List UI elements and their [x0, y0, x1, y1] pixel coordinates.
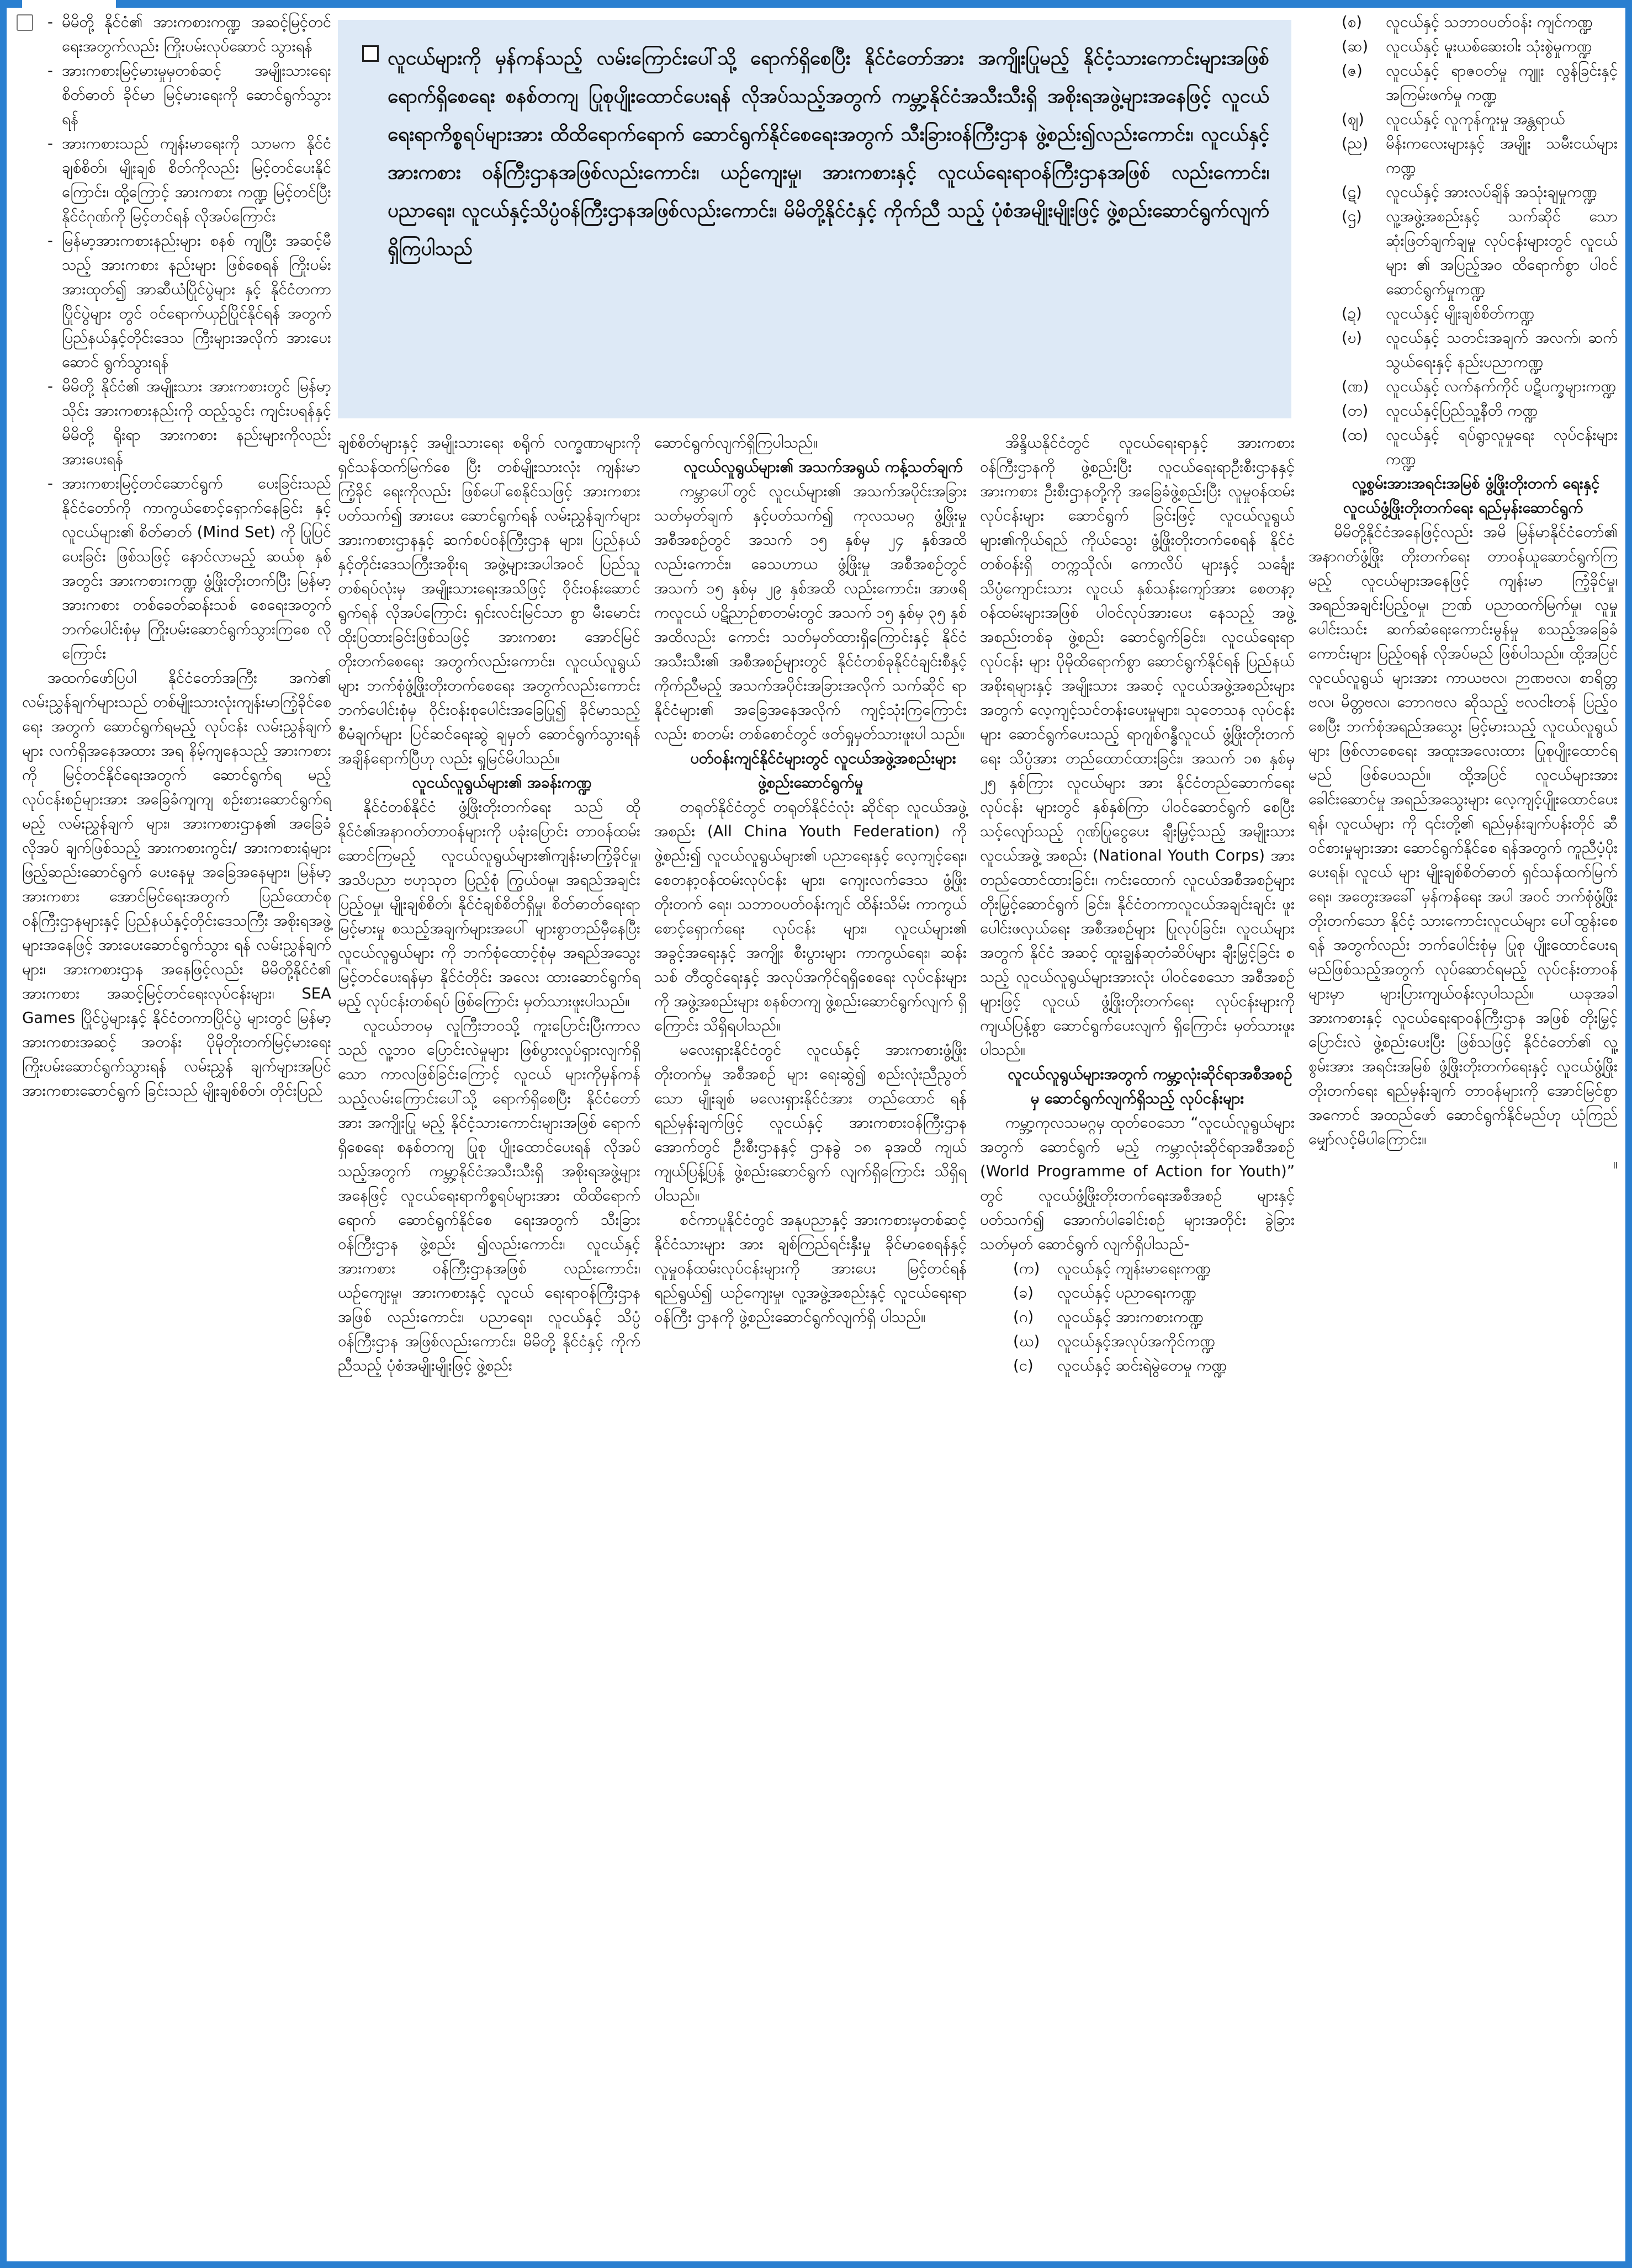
list-text: လူငယ်နှင့် လူကုန်ကူးမှု အန္တရာယ်: [1386, 110, 1565, 128]
list-item: - မိမိတို့ နိုင်ငံ၏ အားကစားကဏ္ဍ အဆင့်မြင့်တင်ရေးအတွက်လည်း ကြိုးပမ်းလုပ်ဆောင် သွားရန်: [22, 10, 331, 59]
list-text: လူ့အဖွဲ့အစည်းနှင့် သက်ဆိုင် သော ဆုံးဖြတ်ချက်ချမှု လုပ်ငန်းများတွင် လူငယ်များ ၏ အပြည့်အဝ ထိရောက်စွာ ပါဝင်ဆောင်ရွက်မှုကဏ္ဍ: [1386, 208, 1618, 298]
list-marker: (တ): [1342, 402, 1369, 419]
list-item: - အားကစားမြင့်တင်ဆောင်ရွက် ပေးခြင်းသည် နိုင်ငံတော်ကို ကာကွယ်စောင့်ရှောက်နေခြင်း နှင့် လူငယ်များ၏ စိတ်ဓာတ် (Mind Set) ကို ပြုပြင်ပေးခြင်း ဖြစ်သဖြင့် နောင်လာမည့် ဆယ်စု နှစ်အတွင်း အားကစားကဏ္ဍ ဖွံ့ဖြိုးတိုးတက်ပြီး မြန်မာ့ အားကစား တစ်ခေတ်ဆန်းသစ် စေရေးအတွက် ဘက်ပေါင်းစုံမှ ကြိုးပမ်းဆောင်ရွက်သွားကြစေ လိုကြောင်း: [22, 471, 331, 666]
list-item: [980, 1353, 1295, 1378]
body-paragraph: အိန္ဒိယနိုင်ငံတွင် လူငယ်ရေးရာနှင့် အားကစားဝန်ကြီးဌာနကို ဖွဲ့စည်းပြီး လူငယ်ရေးရာဦးစီးဌာနနှင့် အားကစား ဦးစီးဌာနတို့ကို အခြေခံဖွဲ့စည်းပြီး လူမှုဝန်ထမ်းလုပ်ငန်းများ ဆောင်ရွက် ခြင်းဖြင့် လူငယ်လူရွယ်များ၏ကိုယ်ရည် ကိုယ်သွေး ဖွံ့ဖြိုးတိုးတက်စေရန် နိုင်ငံတစ်ဝန်းရှိ တက္ကသိုလ်၊ ကောလိပ် များနှင့် သင်္ချေးသိပ္ပံကျောင်းသား လူငယ် နှစ်သန်းကျော်အား စေတနာ့ ဝန်ထမ်းများအဖြစ် ပါဝင်လုပ်အားပေး နေသည့် အဖွဲ့အစည်းတစ်ခု ဖွဲ့စည်း ဆောင်ရွက်ခြင်း၊ လူငယ်ရေးရာလုပ်ငန်း များ ပိုမိုထိရောက်စွာ ဆောင်ရွက်နိုင်ရန် ပြည်နယ်အစိုးရများနှင့် အမျိုးသား အဆင့် လူငယ်အဖွဲ့အစည်းများအတွက် လေ့ကျင့်သင်တန်းပေးမှုများ၊ သုတေသန လုပ်ငန်းများ ဆောင်ရွက်ပေးသည့် ရာဂျစ်ဂန္ဓီလူငယ် ဖွံ့ဖြိုးတိုးတက်ရေး သိပ္ပံအား တည်ထောင်ထားခြင်း၊ အသက် ၁၈ နှစ်မှ ၂၅ နှစ်ကြား လူငယ်များ အား နိုင်ငံတည်ဆောက်ရေးလုပ်ငန်း များတွင် နှစ်နှစ်ကြာ ပါဝင်ဆောင်ရွက် စေပြီး သင့်လျော်သည့် ဂုဏ်ပြုငွေပေး ချီးမြှင့်သည့် အမျိုးသားလူငယ်အဖွဲ့ အစည်း (National Youth Corps) အား တည်ထောင်ထားခြင်း၊ ကင်းထောက် လူငယ်အစီအစဉ်များ တိုးမြှင့်ဆောင်ရွက် ခြင်း၊ နိုင်ငံတကာလူငယ်အချင်းချင်း ဖူးပေါင်းဖလှယ်ရေး အစီအစဉ်များ ပြုလုပ်ခြင်း၊ လူငယ်များအတွက် နိုင်ငံ အဆင့် ထူးချွန်ဆုတံဆိပ်များ ချီးမြှင့်ခြင်း စသည့် လူငယ်လူရွယ်များအားလုံး ပါဝင်စေသော အစီအစဉ်များဖြင့် လူငယ် ဖွံ့ဖြိုးတိုးတက်ရေး လုပ်ငန်းများကို ကျယ်ပြန့်စွာ ဆောင်ရွက်ပေးလျက် ရှိကြောင်း မှတ်သားဖူးပါသည်။: [980, 434, 1295, 1059]
section-heading: လူငယ်လူရွယ်များအတွက် ကမ္ဘာ့လုံးဆိုင်ရာအစီအစဉ်မှ ဆောင်ရွက်လျက်ရှိသည့် လုပ်ငန်းများ: [1008, 1065, 1292, 1107]
section-heading: လူ့စွမ်းအားအရင်းအမြစ် ဖွံ့ဖြိုးတိုးတက် ရေးနှင့် လူငယ်ဖွံ့ဖြိုးတိုးတက်ရေး ရည်မှန်းဆောင်ရွက်: [1343, 475, 1600, 517]
column-5: [1308, 10, 1618, 2256]
body-paragraph: ချစ်စိတ်များနှင့် အမျိုးသားရေး စရိုက် လက္ခဏာများကို ရှင်သန်ထက်မြက်စေ ပြီး တစ်မျိုးသားလုံး ကျန်းမာကြံ့ခိုင် ရေးကိုလည်း ဖြစ်ပေါ်စေနိုင်သဖြင့် အားကစား ပတ်သက်၍ အားပေး ဆောင်ရွက်ရန် လမ်းညွှန်ချက်များ အားကစားဌာနနှင့် ဆက်စပ်ဝန်ကြီးဌာန များ၊ ပြည်နယ်နှင့်တိုင်းဒေသကြီးအစိုးရ အဖွဲ့များအပါအဝင် ပြည်သူတစ်ရပ်လုံးမှ အမျိုးသားရေးအသိဖြင့် ဝိုင်းဝန်းဆောင် ရွက်ရန် လိုအပ်ကြောင်း ရှင်းလင်းမြင်သာ စွာ မီးမောင်းထိုးပြထားခြင်းဖြစ်သဖြင့် အားကစား အောင်မြင်တိုးတက်စေရေး အတွက်လည်းကောင်း၊ လူငယ်လူရွယ် များ ဘက်စုံဖွံ့ဖြိုးတိုးတက်စေရေး အတွက်လည်းကောင်း ဘက်ပေါင်းစုံမှ ဝိုင်းဝန်းစုပေါင်းအခြေပြု၍ ခိုင်မာသည့် စီမံချက်များ ပြင်ဆင်ရေးဆွဲ ချမှတ် ဆောင်ရွက်သွားရန် အချိန်ရောက်ပြီဟု လည်း ရှုမြင်မိပါသည်။: [338, 434, 640, 767]
list-item: [1308, 107, 1618, 131]
checkbox-bullet-icon: [362, 45, 379, 62]
column-4: [980, 431, 1295, 2258]
list-item: [980, 1256, 1295, 1281]
section-heading: လူငယ်လူရွယ်များ၏ အခန်းကဏ္ဍ: [412, 774, 592, 792]
list-marker: (ဌ): [1342, 208, 1362, 225]
column-3: [654, 431, 967, 2258]
list-text: လူငယ်နှင့် သဘာဝပတ်ဝန်း ကျင်ကဏ္ဍ: [1386, 13, 1593, 31]
body-paragraph: မိမိတို့နိုင်ငံအနေဖြင့်လည်း အမိ မြန်မာနိုင်ငံတော်၏ အနာဂတ်ဖွံ့ဖြိုး တိုးတက်ရေး တာဝန်ယူဆောင်ရွက်ကြ မည့် လူငယ်များအနေဖြင့် ကျန်းမာ ကြံ့ခိုင်မှု၊ အရည်အချင်းပြည့်ဝမှု၊ ဉာဏ် ပညာထက်မြက်မှု၊ လူမှုပေါင်းသင်း ဆက်ဆံရေးကောင်းမွန်မှု စသည့်အခြေခံ ကောင်းများ ပြည့်ဝရန် လိုအပ်မည် ဖြစ်ပါသည်။ ထို့အပြင် လူငယ်လူရွယ် များအား ကာယဗလ၊ ဉာဏဗလ၊ စာရိတ္တဗလ၊ မိတ္တဗလ၊ ဘောဂဗလ ဆိုသည့် ဗလငါးတန် ပြည့်ဝစေပြီး ဘက်စုံအရည်အသွေး မြင့်မားသည့် လူငယ်လူရွယ်များ ဖြစ်လာစေရေး အထူးအလေးထား ပြုစုပျိုးထောင်ရမည် ဖြစ်ပေသည်။ ထို့အပြင် လူငယ်များအား ခေါင်းဆောင်မှု အရည်အသွေးများ လေ့ကျင့်ပျိုးထောင်ပေးရန်၊ လူငယ်များ ကို ၎င်းတို့၏ ရည်မှန်းချက်ပန်းတိုင် ဆီ ဝင်စားမှုများအား ဆောင်ရွက်နိုင်စေ ရန်အတွက် ကူညီပံ့ပိုးပေးရန်၊ လူငယ် များ မျိုးချစ်စိတ်ဓာတ် ရှင်သန်ထက်မြက် ရေး၊ အတွေးအခေါ် မှန်ကန်ရေး အပါ အဝင် ဘက်စုံဖွံ့ဖြိုးတိုးတက်သော နိုင်ငံ့ သားကောင်းလူငယ်များ ပေါ်ထွန်းစေရန် အတွက်လည်း ဘက်ပေါင်းစုံမှ ပြုစု ပျိုးထောင်ပေးရမည်ဖြစ်သည့်အတွက် လုပ်ဆောင်ရမည့် လုပ်ငန်းတာဝန်များမှာ များပြားကျယ်ဝန်းလှပါသည်။ ယခုအခါ အားကစားနှင့် လူငယ်ရေးရာဝန်ကြီးဌာန အဖြစ် တိုးမြှင့်ပြောင်းလဲ ဖွဲ့စည်းပေးပြီး ဖြစ်သဖြင့် နိုင်ငံတော်၏ လူ့စွမ်းအား အရင်းအမြစ် ဖွံ့ဖြိုးတိုးတက်ရေးနှင့် လူငယ်ဖွံ့ဖြိုးတိုးတက်ရေး ရည်မှန်းချက် တာဝန်များကို အောင်မြင်စွာ အကောင် အထည်ဖော် ဆောင်ရွက်နိုင်မည်ဟု ယုံကြည်မျှော်လင့်မိပါကြောင်း။: [1308, 523, 1618, 1148]
list-text: လူငယ်နှင့် ရာဇဝတ်မှု ကျူး လွန်ခြင်းနှင့် အကြမ်းဖက်မှု ကဏ္ဍ: [1386, 62, 1618, 104]
list-item: [1308, 204, 1618, 301]
list-item: [1308, 399, 1618, 423]
list-text: လူငယ်နှင့် သတင်းအချက် အလက်၊ ဆက်သွယ်ရေးနှင့် နည်းပညာကဏ္ဍ: [1386, 329, 1618, 371]
list-text: လူငယ်နှင့် လက်နက်ကိုင် ပဋိပက္ခများကဏ္ဍ: [1386, 378, 1617, 395]
list-marker: (ဈ): [1342, 110, 1364, 128]
body-paragraph: စင်ကာပူနိုင်ငံတွင် အနုပညာနှင့် အားကစားမှတစ်ဆင့် နိုင်ငံသားများ အား ချစ်ကြည်ရင်းနှီးမှု ခိုင်မာစေရန်နှင့် လူမှုဝန်ထမ်းလုပ်ငန်းများကို အားပေး မြင့်တင်ရန် ရည်ရွယ်၍ ယဉ်ကျေးမှု၊ လူ့အဖွဲ့အစည်းနှင့် လူငယ်ရေးရာဝန်ကြီး ဌာနကို ဖွဲ့စည်းဆောင်ရွက်လျက်ရှိ ပါသည်။: [654, 1211, 967, 1326]
list-item: [1308, 10, 1618, 34]
body-paragraph: နိုင်ငံတစ်နိုင်ငံ ဖွံ့ဖြိုးတိုးတက်ရေး သည် ထိုနိုင်ငံ၏အနာဂတ်တာဝန်များကို ပခုံးပြောင်း တာဝန်ထမ်းဆောင်ကြမည့် လူငယ်လူရွယ်များ၏ကျန်းမာကြံ့ခိုင်မှု၊ အသိပညာ ဗဟုသုတ ပြည့်စုံ ကြွယ်ဝမှု၊ အရည်အချင်းပြည့်ဝမှု၊ မျိုးချစ်စိတ်၊ နိုင်ငံချစ်စိတ်ရှိမှု၊ စိတ်ဓာတ်ရေးရာ မြင့်မားမှု စသည့်အချက်များအပေါ် များစွာတည်မှီနေပြီး လူငယ်လူရွယ်များ ကို ဘက်စုံထောင့်စုံမှ အရည်အသွေး မြင့်တင်ပေးရန်မှာ နိုင်ငံတိုင်း အလေး ထားဆောင်ရွက်ရမည့် လုပ်ငန်းတစ်ရပ် ဖြစ်ကြောင်း မှတ်သားဖူးပါသည်။: [338, 798, 640, 1010]
list-text: လူငယ်နှင့် အားလပ်ချိန် အသုံးချမှုကဏ္ဍ: [1386, 183, 1597, 201]
numbered-list: [980, 1256, 1295, 1378]
list-marker: (ဎ): [1342, 329, 1362, 347]
list-item: [980, 1329, 1295, 1353]
top-border: [0, 0, 1632, 8]
list-item: [1308, 326, 1618, 374]
list-text: လူငယ်နှင့်အလုပ်အကိုင်ကဏ္ဍ: [1057, 1332, 1215, 1350]
list-item: [1308, 374, 1618, 399]
list-marker: (ဏ): [1342, 378, 1369, 395]
list-item: - အားကစားမြင့်မားမှုမှတစ်ဆင့် အမျိုးသားရေးစိတ်ဓာတ် ခိုင်မာ မြင့်မားရေးကို ဆောင်ရွက်သွား ရန်: [22, 59, 331, 131]
list-text: လူငယ်နှင့် ပညာရေးကဏ္ဍ: [1057, 1284, 1196, 1302]
bullet-list: [22, 10, 331, 666]
end-mark: ။: [1613, 1155, 1618, 1172]
body-paragraph: ကမ္ဘာပေါ်တွင် လူငယ်များ၏ အသက်အပိုင်းအခြား သတ်မှတ်ချက် နှင့်ပတ်သက်၍ ကုလသမဂ္ဂ ဖွံ့ဖြိုးမှု အစီအစဉ်တွင် အသက် ၁၅ နှစ်မှ ၂၄ နှစ်အထိလည်းကောင်း၊ ခေသဟာယ ဖွံ့ဖြိုးမှု အစီအစဉ်တွင် အသက် ၁၅ နှစ်မှ ၂၉ နှစ်အထိ လည်းကောင်း၊ အာဖရိကလူငယ် ပဋိညာဉ်စာတမ်းတွင် အသက် ၁၅ နှစ်မှ ၃၅ နှစ်အထိလည်း ကောင်း သတ်မှတ်ထားရှိကြောင်းနှင့် နိုင်ငံအသီးသီး၏ အစီအစဉ်များတွင် နိုင်ငံတစ်ခုနိုင်ငံချင်းစီနှင့် ကိုက်ညီမည့် အသက်အပိုင်းအခြားအလိုက် သက်ဆိုင် ရာ နိုင်ငံများ၏ အခြေအနေအလိုက် ကျင့်သုံးကြကြောင်းလည်း စာတမ်း တစ်စောင်တွင် ဖတ်ရှုမှတ်သားဖူးပါ သည်။: [654, 482, 967, 743]
body-paragraph: အထက်ဖော်ပြပါ နိုင်ငံတော်အကြီး အကဲ၏ လမ်းညွှန်ချက်များသည် တစ်မျိုးသားလုံးကျန်းမာကြံ့ခိုင်စေရေး အတွက် ဆောင်ရွက်ရမည့် လုပ်ငန်း လမ်းညွှန်ချက်များ လက်ရှိအနေအထား အရ နိမ့်ကျနေသည့် အားကစားကို မြင့်တင်နိုင်ရေးအတွက် ဆောင်ရွက်ရ မည့် လုပ်ငန်းစဉ်များအား အခြေခံကျကျ စဉ်းစားဆောင်ရွက်ရမည့် လမ်းညွှန်ချက် များ၊ အားကစားဌာန၏ အခြေခံလိုအပ် ချက်ဖြစ်သည့် အားကစားကွင်း/ အားကစားရုံများ ဖြည့်ဆည်းဆောင်ရွက် ပေးနေမှု အခြေအနေများ၊ မြန်မာ့ အားကစား အောင်မြင်ရေးအတွက် ပြည်ထောင်စု ဝန်ကြီးဌာနများနှင့် ပြည်နယ်နှင့်တိုင်းဒေသကြီး အစိုးရအဖွဲ့ များအနေဖြင့် အားပေးဆောင်ရွက်သွား ရန် လမ်းညွှန်ချက်များ၊ အားကစားဌာန အနေဖြင့်လည်း မိမိတို့နိုင်ငံ၏ အားကစား အဆင့်မြင့်တင်ရေးလုပ်ငန်းများ၊ SEA Games ပြိုင်ပွဲများနှင့် နိုင်ငံတကာပြိုင်ပွဲ များတွင် မြန်မာ့အားကစားအဆင့် အတန်း ပိုမိုတိုးတက်မြင့်မားရေး ကြိုးပမ်းဆောင်ရွက်သွားရန် လမ်းညွှန် ချက်များအပြင် အားကစားဆောင်ရွက် ခြင်းသည် မျိုးချစ်စိတ်၊ တိုင်းပြည်: [22, 669, 331, 1100]
list-marker: (ဇ): [1342, 62, 1363, 79]
numbered-list: [1308, 10, 1618, 471]
list-text: မိန်းကလေးများနှင့် အမျိုး သမီးငယ်များကဏ္ဍ: [1386, 135, 1618, 177]
list-item: - အားကစားသည် ကျန်းမာရေးကို သာမက နိုင်ငံချစ်စိတ်၊ မျိုးချစ် စိတ်ကိုလည်း မြင့်တင်ပေးနိုင် ကြောင်း၊ ထို့ကြောင့် အားကစား ကဏ္ဍ မြင့်တင်ပြီး နိုင်ငံဂုဏ်ကို မြင့်တင်ရန် လိုအပ်ကြောင်း: [22, 131, 331, 229]
callout-text: လူငယ်များကို မှန်ကန်သည့် လမ်းကြောင်းပေါ်သို့ ရောက်ရှိစေပြီး နိုင်ငံတော်အား အကျိုးပြုမည့် နိုင်ငံ့သားကောင်းများအဖြစ် ရောက်ရှိစေရေး စနစ်တကျ ပြုစုပျိုးထောင်ပေးရန် လိုအပ်သည့်အတွက် ကမ္ဘာ့နိုင်ငံအသီးသီးရှိ အစိုးရအဖွဲ့များအနေဖြင့် လူငယ်ရေးရာကိစ္စရပ်များအား ထိထိရောက်ရောက် ဆောင်ရွက်နိုင်စေရေးအတွက် သီးခြားဝန်ကြီးဌာန ဖွဲ့စည်း၍လည်းကောင်း၊ လူငယ်နှင့်အားကစား ဝန်ကြီးဌာနအဖြစ်လည်းကောင်း၊ ယဉ်ကျေးမှု၊ အားကစားနှင့် လူငယ်ရေးရာဝန်ကြီးဌာနအဖြစ် လည်းကောင်း၊ ပညာရေး၊ လူငယ်နှင့်သိပ္ပံဝန်ကြီးဌာနအဖြစ်လည်းကောင်း၊ မိမိတို့နိုင်ငံနှင့် ကိုက်ညီ သည့် ပုံစံအမျိုးမျိုးဖြင့် ဖွဲ့စည်းဆောင်ရွက်လျက်ရှိကြပါသည်: [388, 47, 1269, 260]
list-text: လူငယ်နှင့်ပြည်သူ့နီတိ ကဏ္ဍ: [1386, 402, 1538, 419]
list-text: လူငယ်နှင့် မျိုးချစ်စိတ်ကဏ္ဍ: [1386, 305, 1535, 322]
list-marker: (ဃ): [1013, 1332, 1040, 1350]
list-item: - မိမိတို့ နိုင်ငံ၏ အမျိုးသား အားကစားတွင် မြန်မာ့သိုင်း အားကစားနည်းကို ထည့်သွင်း ကျင်းပရန်နှင့် မိမိတို့ ရိုးရာ အားကစား နည်းများကိုလည်း အားပေးရန်: [22, 374, 331, 471]
list-marker: (င): [1013, 1357, 1034, 1374]
section-heading: ပတ်ဝန်းကျင်နိုင်ငံများတွင် လူငယ်အဖွဲ့အစည်းများ ဖွဲ့စည်းဆောင်ရွက်မှု: [690, 750, 956, 792]
list-item: [980, 1305, 1295, 1329]
body-paragraph: ကမ္ဘာ့ကုလသမဂ္ဂမှ ထုတ်ဝေသော “လူငယ်လူရွယ်များအတွက် ဆောင်ရွက် မည့် ကမ္ဘာလုံးဆိုင်ရာအစီအစဉ် (World Programme of Action for Youth)” တွင် လူငယ်ဖွံ့ဖြိုးတိုးတက်ရေးအစီအစဉ် များနှင့် ပတ်သက်၍ အောက်ပါခေါင်းစဉ် များအတိုင်း ခွဲခြားသတ်မှတ် ဆောင်ရွက် လျက်ရှိပါသည်-: [980, 1114, 1295, 1253]
list-marker: (ဋ): [1342, 183, 1362, 201]
highlight-callout: [338, 20, 1291, 418]
list-marker: (ဂ): [1013, 1308, 1034, 1326]
list-item: [1308, 131, 1618, 180]
body-paragraph: တရုတ်နိုင်ငံတွင် တရုတ်နိုင်ငံလုံး ဆိုင်ရာ လူငယ်အဖွဲ့အစည်း (All China Youth Federation) ကို ဖွဲ့စည်း၍ လူငယ်လူရွယ်များ၏ ပညာရေးနှင့် လေ့ကျင့်ရေး၊ စေတနာ့ဝန်ထမ်းလုပ်ငန်း များ၊ ကျေးလက်ဒေသ ဖွံ့ဖြိုးတိုးတက် ရေး၊ သဘာဝပတ်ဝန်းကျင် ထိန်းသိမ်း ကာကွယ်စောင့်ရှောက်ရေး လုပ်ငန်း များ၊ လူငယ်များ၏ အခွင့်အရေးနှင့် အကျိုး စီးပွားများ ကာကွယ်ရေး၊ ဆန်းသစ် တီထွင်ရေးနှင့် အလုပ်အကိုင်ရရှိစေရေး လုပ်ငန်းများကို အဖွဲ့အစည်းများ စနစ်တကျ ဖွဲ့စည်းဆောင်ရွက်လျက် ရှိကြောင်း သိရှိရပါသည်။: [654, 798, 967, 1034]
list-marker: (စ): [1342, 13, 1362, 31]
list-marker: (ဍ): [1342, 305, 1362, 322]
list-item: - မြန်မာ့အားကစားနည်းများ စနစ် ကျပြီး အဆင့်မီသည့် အားကစား နည်းများ ဖြစ်စေရန် ကြိုးပမ်း အားထုတ်၍ အာဆီယံပြိုင်ပွဲများ နှင့် နိုင်ငံတကာပြိုင်ပွဲများ တွင် ဝင်ရောက်ယှဉ်ပြိုင်နိုင်ရန် အတွက် ပြည်နယ်နှင့်တိုင်းဒေသ ကြီးများအလိုက် အားပေးဆောင် ရွက်သွားရန်: [22, 229, 331, 374]
list-text: လူငယ်နှင့် ကျန်းမာရေးကဏ္ဍ: [1057, 1260, 1211, 1277]
body-paragraph: မလေးရှားနိုင်ငံတွင် လူငယ်နှင့် အားကစားဖွံ့ဖြိုးတိုးတက်မှု အစီအစဉ် များ ရေးဆွဲ၍ စည်းလုံးညီညွတ်သော မျိုးချစ် မလေးရှားနိုင်ငံအား တည်ထောင် ရန် ရည်မှန်းချက်ဖြင့် လူငယ်နှင့် အားကစားဝန်ကြီးဌာန အောက်တွင် ဦးစီးဌာနနှင့် ဌာနခွဲ ၁၈ ခုအထိ ကျယ်ကျယ်ပြန့်ပြန့် ဖွဲ့စည်းဆောင်ရွက် လျက်ရှိကြောင်း သိရှိရပါသည်။: [654, 1041, 967, 1204]
list-text: လူငယ်နှင့် ဆင်းရဲမွဲတေမှု ကဏ္ဍ: [1057, 1357, 1227, 1374]
list-marker: (ည): [1342, 135, 1369, 152]
right-border: [1625, 0, 1632, 2268]
list-marker: (က): [1013, 1260, 1040, 1277]
bottom-border: [0, 2261, 1632, 2268]
column-2: [338, 431, 640, 2258]
section-heading: လူငယ်လူရွယ်များ၏ အသက်အရွယ် ကန့်သတ်ချက်: [683, 458, 963, 476]
column-1: [22, 10, 331, 2256]
list-text: လူငယ်နှင့် ရပ်ရွာလူမှုရေး လုပ်ငန်းများကဏ္ဍ: [1386, 426, 1618, 468]
list-marker: (ဆ): [1342, 38, 1369, 55]
list-marker: (ထ): [1342, 426, 1369, 444]
list-item: [1308, 423, 1618, 471]
list-text: လူငယ်နှင့် အားကစားကဏ္ဍ: [1057, 1308, 1204, 1326]
left-border: [0, 0, 7, 2268]
list-marker: (ခ): [1013, 1284, 1034, 1302]
list-item: [1308, 34, 1618, 59]
body-paragraph: လူငယ်ဘဝမှ လူကြီးဘဝသို့ ကူးပြောင်းပြီးကာလသည် လူ့ဘဝ ပြောင်းလဲမှုများ ဖြစ်ပွားလှုပ်ရှားလျက်ရှိ သော ကာလဖြစ်ခြင်းကြောင့် လူငယ် များကိုမှန်ကန်သည့်လမ်းကြောင်းပေါ်သို့ ရောက်ရှိစေပြီး နိုင်ငံတော်အား အကျိုးပြု မည့် နိုင်ငံ့သားကောင်းများအဖြစ် ရောက်ရှိစေရေး စနစ်တကျ ပြုစု ပျိုးထောင်ပေးရန် လိုအပ်သည့်အတွက် ကမ္ဘာ့နိုင်ငံအသီးသီးရှိ အစိုးရအဖွဲ့များ အနေဖြင့် လူငယ်ရေးရာကိစ္စရပ်များအား ထိထိရောက်ရောက် ဆောင်ရွက်နိုင်စေ ရေးအတွက် သီးခြားဝန်ကြီးဌာန ဖွဲ့စည်း ၍လည်းကောင်း၊ လူငယ်နှင့် အားကစား ဝန်ကြီးဌာနအဖြစ် လည်းကောင်း၊ ယဉ်ကျေးမှု၊ အားကစားနှင့် လူငယ် ရေးရာဝန်ကြီးဌာနအဖြစ် လည်းကောင်း၊ ပညာရေး၊ လူငယ်နှင့် သိပ္ပံဝန်ကြီးဌာန အဖြစ်လည်းကောင်း၊ မိမိတို့ နိုင်ငံနှင့် ကိုက်ညီသည့် ပုံစံအမျိုးမျိုးဖြင့် ဖွဲ့စည်း: [338, 1017, 640, 1374]
body-paragraph: ဆောင်ရွက်လျက်ရှိကြပါသည်။: [654, 434, 818, 452]
list-text: လူငယ်နှင့် မူးယစ်ဆေးဝါး သုံးစွဲမှုကဏ္ဍ: [1386, 38, 1592, 55]
list-item: [980, 1281, 1295, 1305]
list-item: [1308, 301, 1618, 326]
list-item: [1308, 59, 1618, 107]
list-item: [1308, 180, 1618, 204]
